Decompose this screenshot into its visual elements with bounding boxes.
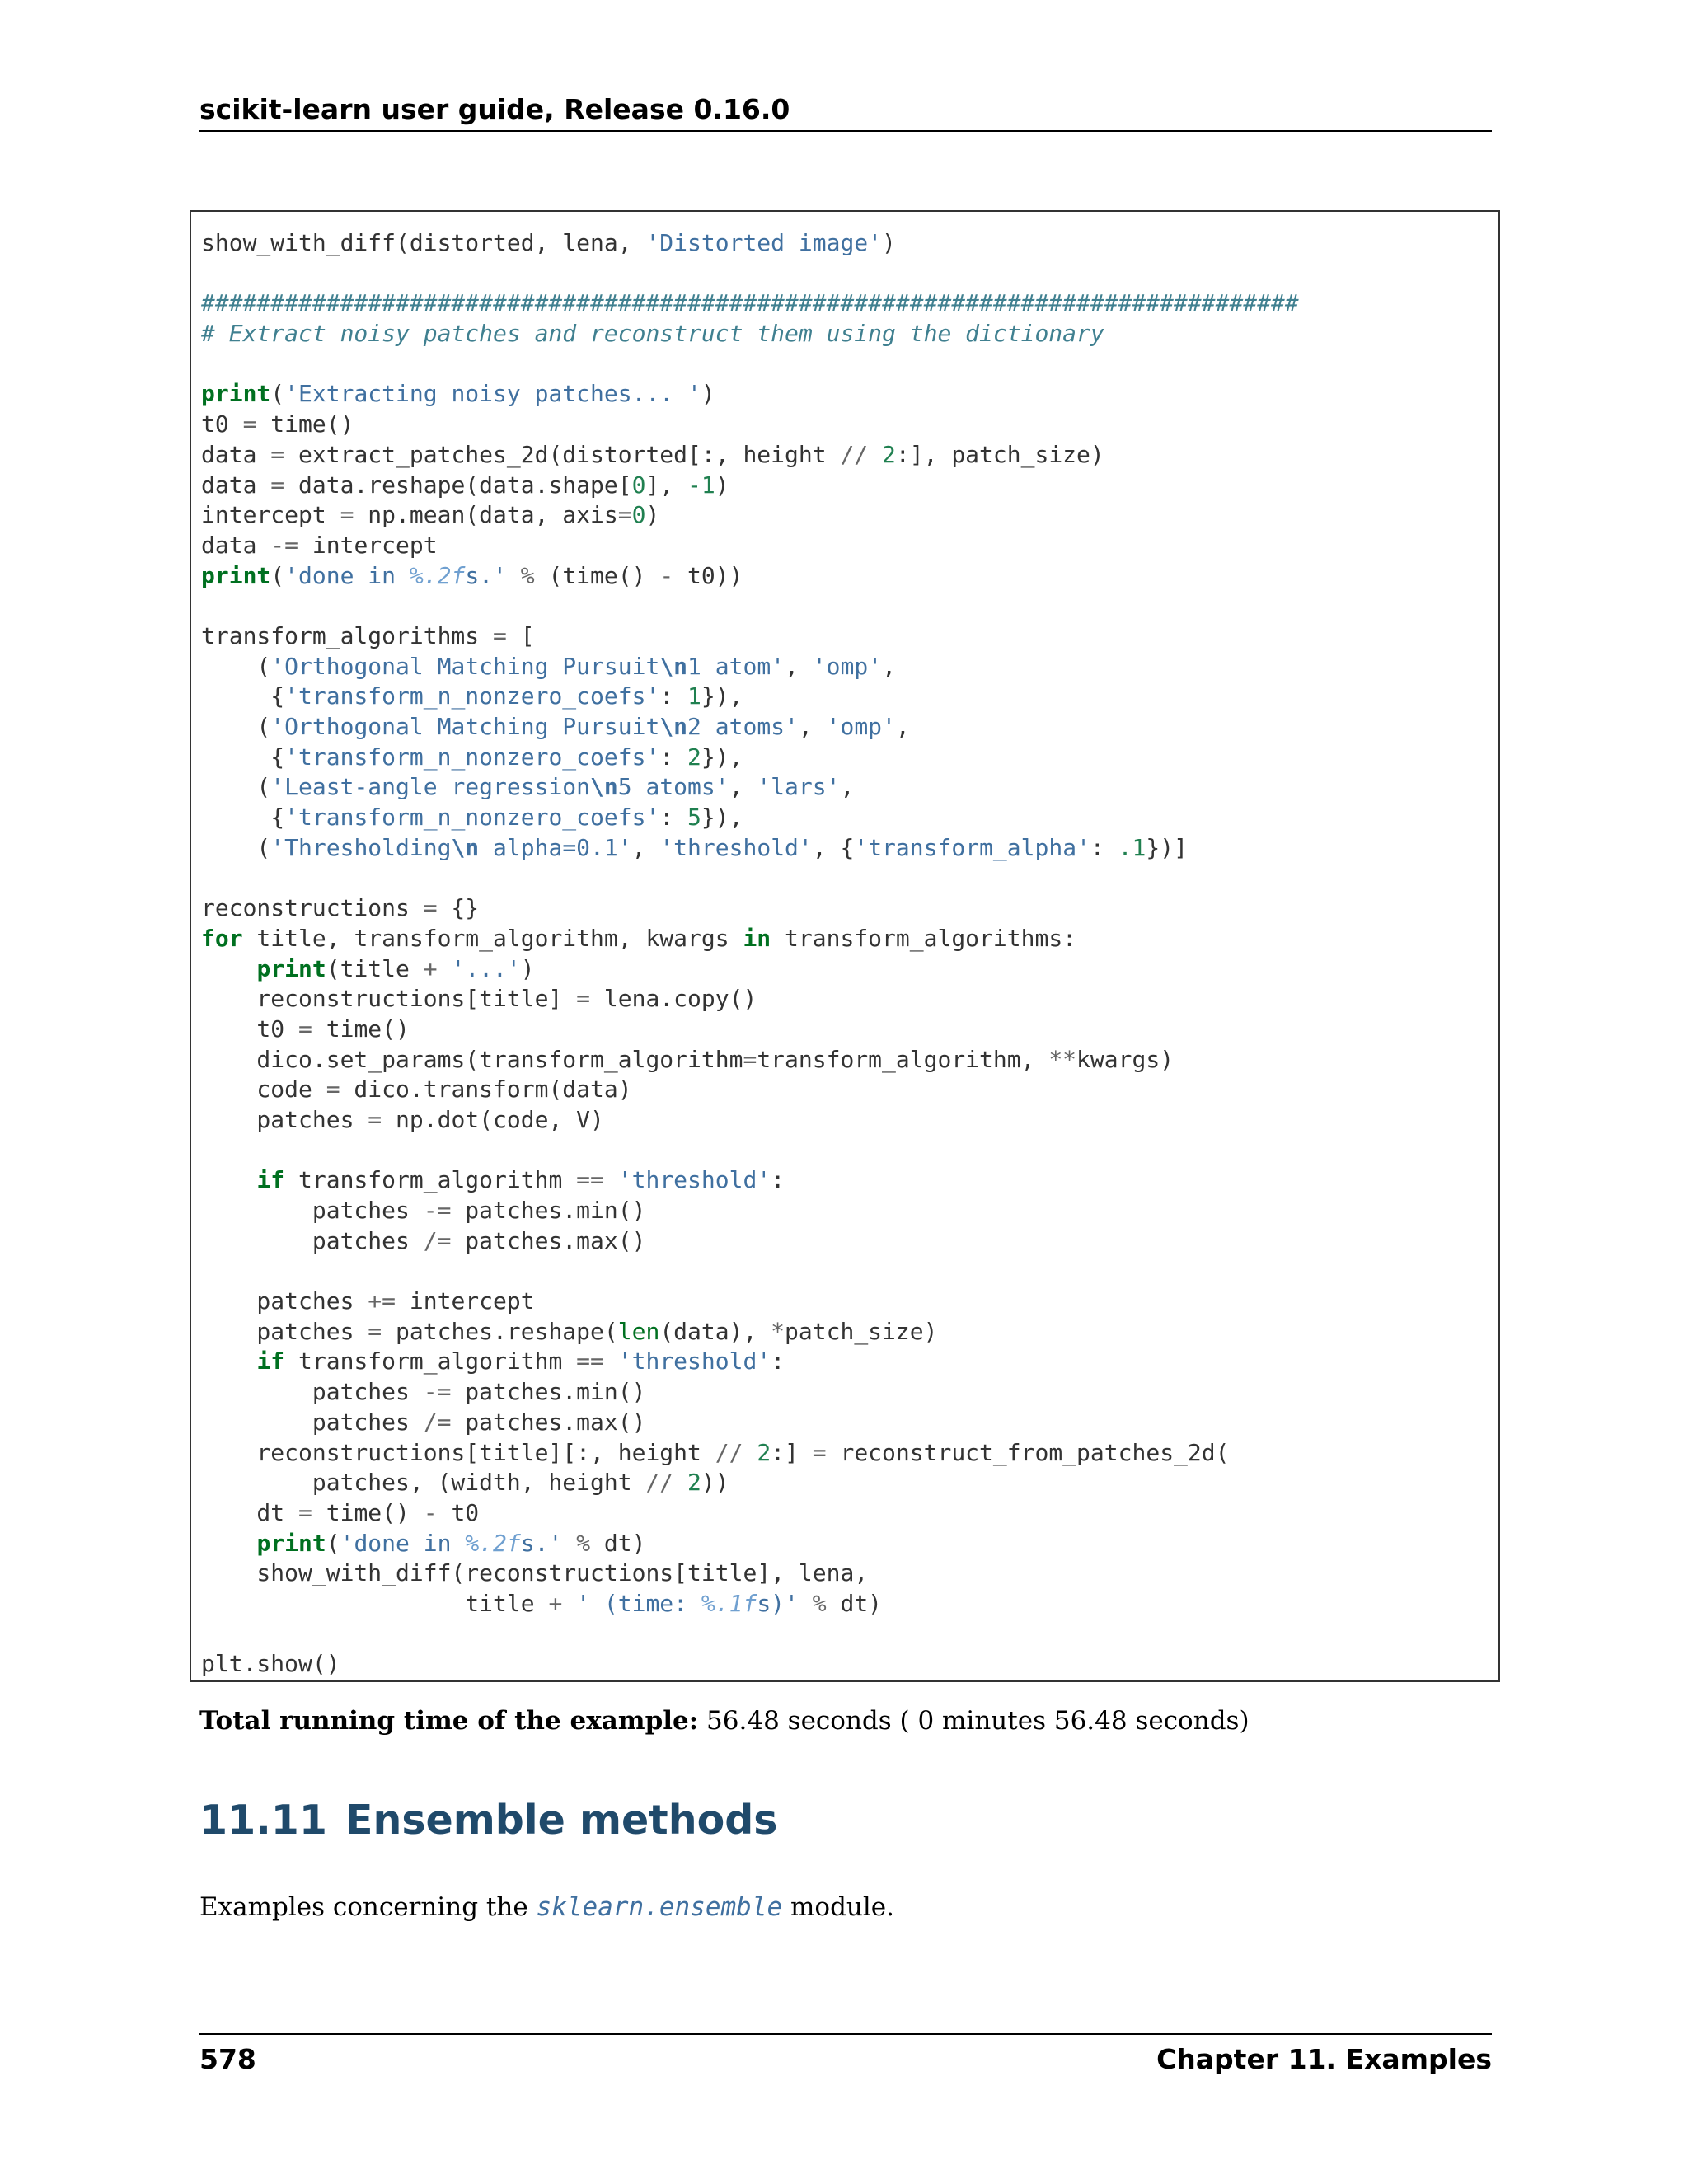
code-token: patches.max() xyxy=(451,1226,646,1254)
code-token: s)' xyxy=(757,1589,799,1617)
code-token: patches.max() xyxy=(451,1408,646,1436)
code-token: }), xyxy=(701,682,743,710)
code-token: intercept xyxy=(396,1287,535,1315)
code-token: show_with_diff(reconstructions[title], lena, xyxy=(201,1559,869,1587)
code-token: patches xyxy=(201,1287,368,1315)
code-token: ( xyxy=(270,380,285,408)
code-token: title, transform_algorithm, kwargs xyxy=(242,924,743,952)
code-token: transform_algorithm xyxy=(284,1166,577,1194)
code-line xyxy=(201,743,1299,773)
code-line xyxy=(201,1438,1299,1469)
code-token: %.1f xyxy=(701,1589,757,1617)
code-token: transform_algorithms xyxy=(201,621,494,649)
code-token: time() xyxy=(312,1015,410,1043)
code-token: patches.min() xyxy=(451,1197,646,1224)
code-token: 0 xyxy=(631,501,646,529)
code-token: 'transform_n_nonzero_coefs' xyxy=(284,682,660,710)
code-line xyxy=(201,1408,1299,1438)
code-token: intercept xyxy=(298,531,438,559)
code-token xyxy=(562,1530,576,1557)
code-token: = xyxy=(812,1438,827,1466)
code-token: t0 xyxy=(201,410,243,438)
sklearn-ensemble-link[interactable]: sklearn.ensemble xyxy=(536,1892,783,1922)
code-token: 'Extracting noisy patches... ' xyxy=(284,380,701,408)
code-line xyxy=(201,1589,1299,1619)
code-token: = xyxy=(368,1317,382,1345)
code-token: = xyxy=(298,1498,312,1526)
code-line xyxy=(201,500,1299,531)
code-token: (time() xyxy=(534,561,660,589)
code-token: : xyxy=(771,1166,785,1194)
code-token: data xyxy=(201,531,271,559)
code-token: t0)) xyxy=(673,561,743,589)
code-token: ' (time: xyxy=(576,1589,701,1617)
code-token xyxy=(438,955,452,982)
code-token: extract_patches_2d(distorted[:, height xyxy=(284,440,841,468)
code-line xyxy=(201,259,1299,289)
code-token: print xyxy=(201,561,271,589)
code-token: ) xyxy=(882,229,896,256)
code-token: }), xyxy=(701,743,743,771)
code-token: += xyxy=(368,1287,396,1315)
code-token: kwargs) xyxy=(1076,1045,1175,1073)
code-token: : xyxy=(659,743,688,771)
code-token: print xyxy=(201,380,271,408)
code-token: np.mean(data, axis xyxy=(354,501,618,529)
code-token xyxy=(507,562,521,589)
code-token: '...' xyxy=(451,954,521,982)
code-token: time() xyxy=(312,1498,424,1526)
code-token: patches.min() xyxy=(451,1378,646,1406)
code-token: \n xyxy=(590,773,618,801)
code-token: 2 atoms' xyxy=(687,713,799,740)
code-token: = xyxy=(270,471,285,499)
code-token: patches xyxy=(201,1226,424,1254)
code-token: 1 atom' xyxy=(687,652,785,680)
code-token: 2 xyxy=(687,1469,701,1497)
code-token: patch_size) xyxy=(785,1317,938,1345)
code-token xyxy=(743,1439,757,1466)
code-token: :] xyxy=(771,1438,813,1466)
code-token: 'transform_n_nonzero_coefs' xyxy=(284,804,660,832)
code-token: 'done in xyxy=(284,561,410,589)
code-token: lena.copy() xyxy=(590,985,757,1013)
code-token: { xyxy=(201,682,285,710)
code-line xyxy=(201,1015,1299,1045)
code-token: %.2f xyxy=(465,1529,521,1557)
code-token: len xyxy=(617,1317,660,1345)
code-line xyxy=(201,471,1299,501)
code-token: % xyxy=(576,1529,591,1557)
code-line xyxy=(201,1105,1299,1136)
code-line xyxy=(201,1317,1299,1347)
code-line xyxy=(201,1045,1299,1076)
section-title: Ensemble methods xyxy=(345,1797,778,1844)
code-token: 'omp' xyxy=(826,713,896,740)
code-token: %.2f xyxy=(409,561,466,589)
code-token: ( xyxy=(326,1529,340,1557)
code-token: patches xyxy=(201,1197,424,1224)
footer-rule xyxy=(199,2033,1492,2035)
code-token: 'Distorted image' xyxy=(645,229,883,256)
code-token: ) xyxy=(715,471,729,499)
code-token: transform_algorithms: xyxy=(771,924,1077,952)
code-token: }), xyxy=(701,804,743,832)
code-line xyxy=(201,288,1299,319)
code-token: })] xyxy=(1146,833,1188,861)
code-line xyxy=(201,652,1299,682)
code-token: = xyxy=(617,501,632,529)
code-token: \n xyxy=(451,833,480,861)
code-token: alpha=0.1' xyxy=(479,833,632,861)
code-line xyxy=(201,1226,1299,1257)
code-line xyxy=(201,1075,1299,1105)
code-token: reconstructions xyxy=(201,894,424,922)
code-token: patches xyxy=(201,1317,368,1345)
code-token: if xyxy=(256,1347,285,1376)
code-token: in xyxy=(743,924,771,952)
code-token: 5 xyxy=(687,804,701,832)
code-token: = xyxy=(743,1045,757,1073)
code-line xyxy=(201,591,1299,621)
code-line xyxy=(201,954,1299,985)
code-token: time() xyxy=(256,410,354,438)
code-token: , xyxy=(729,773,757,801)
code-token: 'Orthogonal Matching Pursuit xyxy=(270,713,660,740)
code-token: , xyxy=(785,652,813,680)
code-token: data xyxy=(201,440,271,468)
code-line xyxy=(201,440,1299,471)
code-token: ) xyxy=(520,954,535,982)
code-token: data xyxy=(201,471,271,499)
code-line xyxy=(201,772,1299,803)
code-token: ############################################################################### xyxy=(201,289,1299,317)
code-token: if xyxy=(256,1166,285,1194)
code-token: - xyxy=(423,1498,438,1526)
code-token: 'Orthogonal Matching Pursuit xyxy=(270,652,660,680)
total-running-time-value: 56.48 seconds ( 0 minutes 56.48 seconds) xyxy=(698,1706,1250,1736)
code-token: // xyxy=(840,440,869,468)
code-token xyxy=(673,1469,687,1496)
code-token: ( xyxy=(201,652,271,680)
code-token: -= xyxy=(270,531,299,559)
code-line xyxy=(201,924,1299,954)
code-token: t0 xyxy=(437,1498,480,1526)
code-line xyxy=(201,1468,1299,1498)
code-token: 0 xyxy=(631,471,646,499)
code-token xyxy=(201,1347,256,1375)
code-token: (data), xyxy=(659,1317,771,1345)
code-token: = xyxy=(298,1015,312,1043)
code-token: ( xyxy=(201,833,271,861)
section-number: 11.11 xyxy=(199,1797,327,1844)
code-token: = xyxy=(368,1105,382,1133)
code-line xyxy=(201,1165,1299,1196)
code-token: , { xyxy=(812,833,855,861)
code-token xyxy=(604,1347,618,1375)
total-running-time xyxy=(199,1706,1250,1736)
code-token: transform_algorithm xyxy=(284,1347,577,1376)
code-lines xyxy=(201,228,1299,1680)
code-token xyxy=(201,1166,256,1193)
code-token: = xyxy=(576,985,591,1013)
code-token: patches.reshape( xyxy=(382,1317,618,1345)
code-line xyxy=(201,1256,1299,1286)
code-token: : xyxy=(1090,833,1118,861)
code-token: patches xyxy=(201,1378,424,1406)
code-token: : xyxy=(771,1347,785,1376)
code-token: 'Least-angle regression xyxy=(270,773,591,801)
code-token: = xyxy=(423,894,438,922)
code-token: 2 xyxy=(757,1438,771,1466)
code-token: [ xyxy=(506,621,535,649)
section-paragraph xyxy=(199,1892,894,1922)
code-token: show_with_diff(distorted, lena, xyxy=(201,229,646,256)
code-token: ** xyxy=(1048,1045,1077,1073)
code-token xyxy=(868,441,882,468)
code-token: ) xyxy=(701,380,715,408)
code-line xyxy=(201,984,1299,1015)
code-token: 'threshold' xyxy=(617,1166,771,1194)
code-token: , xyxy=(631,833,660,861)
code-token: // xyxy=(715,1438,743,1466)
code-line xyxy=(201,712,1299,743)
code-token: code xyxy=(201,1076,326,1104)
page-number: 578 xyxy=(199,2043,256,2075)
code-line xyxy=(201,410,1299,440)
paragraph-text-before: Examples concerning the xyxy=(199,1892,537,1922)
code-token: dico.transform(data) xyxy=(340,1076,632,1104)
code-token: title xyxy=(201,1589,549,1617)
code-token: , xyxy=(895,713,910,740)
code-token: , xyxy=(882,652,896,680)
code-token: = xyxy=(270,440,285,468)
code-token: reconstruct_from_patches_2d( xyxy=(826,1438,1230,1466)
code-token: # Extract noisy patches and reconstruct them using the dictionary xyxy=(201,320,1104,348)
code-token: dico.set_params(transform_algorithm xyxy=(201,1045,743,1073)
code-token: 'transform_n_nonzero_coefs' xyxy=(284,743,660,771)
code-token: + xyxy=(548,1589,563,1617)
code-token: = xyxy=(326,1076,340,1104)
code-token: 'Thresholding xyxy=(270,833,452,861)
code-token: transform_algorithm, xyxy=(757,1045,1049,1073)
code-line xyxy=(201,1196,1299,1226)
code-token: 'threshold' xyxy=(617,1347,771,1376)
code-line xyxy=(201,863,1299,893)
code-line xyxy=(201,1649,1299,1680)
code-token: 1 xyxy=(687,682,701,710)
code-line xyxy=(201,833,1299,864)
code-token: dt) xyxy=(826,1589,883,1617)
code-token xyxy=(799,1590,813,1617)
code-token: - xyxy=(659,561,674,589)
code-token: 2 xyxy=(687,743,701,771)
code-token: s.' xyxy=(520,1529,563,1557)
code-line xyxy=(201,682,1299,712)
code-token: 2 xyxy=(882,440,896,468)
code-token: = xyxy=(340,501,354,529)
code-token: /= xyxy=(423,1408,452,1436)
code-token: { xyxy=(201,743,285,771)
code-token: 5 atoms' xyxy=(617,773,729,801)
code-token: ( xyxy=(201,773,271,801)
code-line xyxy=(201,349,1299,380)
code-token: patches xyxy=(201,1408,424,1436)
header-rule xyxy=(199,130,1492,132)
code-token: \n xyxy=(659,652,688,680)
code-line xyxy=(201,1286,1299,1317)
code-line xyxy=(201,1377,1299,1408)
code-token xyxy=(562,1590,576,1617)
code-token: )) xyxy=(701,1469,729,1497)
code-token: reconstructions[title][:, height xyxy=(201,1438,715,1466)
code-line xyxy=(201,1347,1299,1377)
header-title: scikit-learn user guide, Release 0.16.0 xyxy=(199,93,790,125)
code-token: 'lars' xyxy=(757,773,841,801)
code-token: np.dot(code, V) xyxy=(382,1105,604,1133)
total-running-time-label: Total running time of the example: xyxy=(199,1706,699,1736)
code-token: patches xyxy=(201,1105,368,1133)
code-line xyxy=(201,1558,1299,1589)
code-token: , xyxy=(798,713,827,740)
code-token xyxy=(201,1530,256,1557)
code-token: 'transform_alpha' xyxy=(854,833,1090,861)
code-token: * xyxy=(771,1317,785,1345)
code-line xyxy=(201,1619,1299,1650)
code-line xyxy=(201,1529,1299,1559)
code-line xyxy=(201,319,1299,349)
code-line xyxy=(201,893,1299,924)
code-line xyxy=(201,1498,1299,1529)
code-token: , xyxy=(840,773,855,801)
code-line xyxy=(201,379,1299,410)
code-token: (title xyxy=(326,954,424,982)
code-token: + xyxy=(423,954,438,982)
code-token: % xyxy=(812,1589,827,1617)
section-heading xyxy=(199,1797,777,1844)
code-block xyxy=(190,210,1500,1682)
code-token: 'threshold' xyxy=(659,833,813,861)
code-token: data.reshape(data.shape[ xyxy=(284,471,632,499)
code-token xyxy=(604,1166,618,1193)
code-token: // xyxy=(645,1469,674,1497)
code-token: 'omp' xyxy=(812,652,883,680)
code-token: reconstructions[title] xyxy=(201,985,577,1013)
code-token: = xyxy=(242,410,257,438)
code-line xyxy=(201,561,1299,592)
code-token: {} xyxy=(437,894,480,922)
code-token: t0 xyxy=(201,1015,299,1043)
code-token: dt xyxy=(201,1498,299,1526)
code-token: ) xyxy=(645,501,660,529)
code-token xyxy=(201,955,256,982)
code-token: ( xyxy=(201,713,271,740)
code-line xyxy=(201,228,1299,259)
code-token: : xyxy=(659,804,688,832)
code-token: :], patch_size) xyxy=(895,440,1104,468)
code-token: { xyxy=(201,804,285,832)
code-token: plt.show() xyxy=(201,1650,340,1678)
code-token: -= xyxy=(423,1197,452,1224)
code-token: patches, (width, height xyxy=(201,1469,646,1497)
code-line xyxy=(201,531,1299,561)
code-token: : xyxy=(659,682,688,710)
code-line xyxy=(201,621,1299,652)
code-token: = xyxy=(493,621,507,649)
code-line xyxy=(201,1136,1299,1166)
code-token: print xyxy=(256,954,326,982)
code-token: dt) xyxy=(590,1529,646,1557)
chapter-label: Chapter 11. Examples xyxy=(1156,2043,1492,2075)
code-token: == xyxy=(576,1166,604,1194)
code-token: ], xyxy=(645,471,688,499)
code-token: intercept xyxy=(201,501,340,529)
paragraph-text-after: module. xyxy=(782,1892,895,1922)
code-token: \n xyxy=(659,713,688,740)
code-token: /= xyxy=(423,1226,452,1254)
code-token: ( xyxy=(270,561,285,589)
code-token: 'done in xyxy=(340,1529,466,1557)
code-token: -1 xyxy=(687,471,715,499)
code-token: == xyxy=(576,1347,604,1376)
code-token: s.' xyxy=(465,561,507,589)
code-token: .1 xyxy=(1118,833,1146,861)
code-token: for xyxy=(201,924,243,952)
code-token: -= xyxy=(423,1378,452,1406)
code-token: % xyxy=(520,561,535,589)
code-token: print xyxy=(256,1529,326,1557)
code-line xyxy=(201,803,1299,833)
